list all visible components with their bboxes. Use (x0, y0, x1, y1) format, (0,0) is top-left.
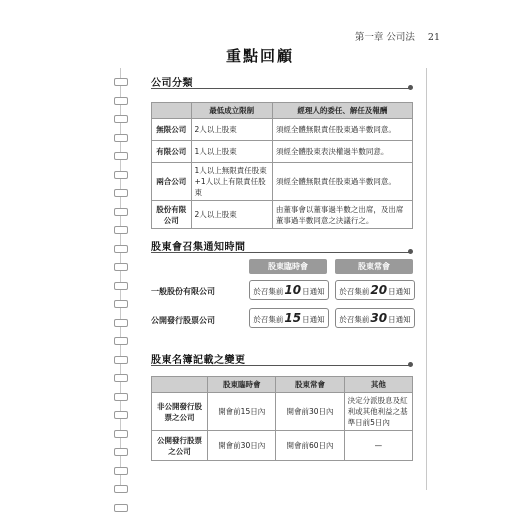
page-number: 21 (427, 32, 440, 43)
company-types-table (151, 102, 413, 229)
header-cell (152, 377, 208, 393)
notice-days: 30 (370, 311, 388, 325)
header-cell: 股東臨時會 (208, 377, 276, 393)
notice-days: 20 (370, 283, 388, 297)
table-row (152, 201, 413, 229)
header-cell: 其他 (344, 377, 412, 393)
running-header (355, 29, 440, 43)
binder-ring (114, 504, 128, 512)
table-cell: 開會前30日內 (208, 431, 276, 461)
notice-box (249, 280, 329, 300)
binder-ring (114, 189, 128, 197)
general-company-label: 一般股份有限公司 (151, 287, 215, 296)
section2-rule (151, 252, 409, 253)
header-cell: 經理人的委任、解任及報酬 (272, 103, 412, 119)
chapter-label: 第一章 公司法 (354, 32, 415, 43)
binder-ring (114, 171, 128, 179)
table-cell: — (344, 431, 412, 461)
section2-heading: 股東會召集通知時間 (151, 242, 246, 253)
row-label: 股份有限公司 (152, 201, 192, 229)
section3-rule (151, 365, 409, 366)
notice-suffix: 日通知 (302, 287, 325, 296)
section3-heading: 股東名簿記載之變更 (151, 355, 246, 366)
register-change-table (151, 376, 413, 461)
row-label: 有限公司 (152, 141, 192, 163)
notice-box (335, 308, 415, 328)
table-row (152, 393, 413, 431)
binder-ring (114, 97, 128, 105)
header-cell (152, 103, 192, 119)
section1-rule (151, 88, 409, 89)
binder-ring (114, 263, 128, 271)
binder-ring (114, 245, 128, 253)
row-label: 非公開發行股票之公司 (152, 393, 208, 431)
binder-ring (114, 411, 128, 419)
public-company-label: 公開發行股票公司 (151, 316, 215, 325)
table-cell: 須經全體無限責任股東過半數同意。 (272, 119, 412, 141)
page-title: 重點回顧 (225, 47, 294, 65)
binder-ring (114, 152, 128, 160)
table-cell: 2人以上股東 (191, 119, 272, 141)
table-cell: 須經全體無限責任股東過半數同意。 (272, 163, 412, 201)
binder-ring (114, 393, 128, 401)
table-cell: 決定分派股息及紅利或其他利益之基準日前5日內 (344, 393, 412, 431)
notice-box (335, 280, 415, 300)
notice-box (249, 308, 329, 328)
binder-ring (114, 430, 128, 438)
notice-prefix: 於召集前 (253, 315, 284, 324)
notice-days: 15 (284, 311, 302, 325)
table-header-row (152, 377, 413, 393)
row-label: 兩合公司 (152, 163, 192, 201)
table-cell: 開會前60日內 (276, 431, 344, 461)
notebook-card (120, 68, 427, 490)
binder-ring (114, 485, 128, 493)
binder-ring (114, 448, 128, 456)
table-cell: 開會前30日內 (276, 393, 344, 431)
section1-heading: 公司分類 (151, 78, 193, 89)
table-row (152, 119, 413, 141)
table-row (152, 141, 413, 163)
notice-suffix: 日通知 (302, 315, 325, 324)
binder-rings (114, 78, 128, 522)
binder-ring (114, 115, 128, 123)
table-header-row (152, 103, 413, 119)
binder-ring (114, 319, 128, 327)
table-row (152, 431, 413, 461)
binder-ring (114, 78, 128, 86)
notice-prefix: 於召集前 (253, 287, 284, 296)
table-cell: 開會前15日內 (208, 393, 276, 431)
binder-ring (114, 300, 128, 308)
table-cell: 由董事會以董事過半數之出席，及出席董事過半數同意之決議行之。 (272, 201, 412, 229)
extraordinary-meeting-header: 股東臨時會 (249, 259, 327, 274)
header-cell: 股東常會 (276, 377, 344, 393)
binder-ring (114, 226, 128, 234)
row-label: 公開發行股票之公司 (152, 431, 208, 461)
notice-prefix: 於召集前 (339, 315, 370, 324)
binder-ring (114, 282, 128, 290)
table-cell: 1人以上股東 (191, 141, 272, 163)
notice-suffix: 日通知 (388, 287, 411, 296)
notice-days: 10 (284, 283, 302, 297)
notice-prefix: 於召集前 (339, 287, 370, 296)
table-row (152, 163, 413, 201)
table-cell: 2人以上股東 (191, 201, 272, 229)
binder-ring (114, 337, 128, 345)
regular-meeting-header: 股東常會 (335, 259, 413, 274)
binder-ring (114, 356, 128, 364)
binder-ring (114, 374, 128, 382)
row-label: 無限公司 (152, 119, 192, 141)
binder-ring (114, 134, 128, 142)
notice-suffix: 日通知 (388, 315, 411, 324)
header-cell: 最低成立限制 (191, 103, 272, 119)
binder-ring (114, 467, 128, 475)
table-cell: 1人以上無限責任股東+1人以上有限責任股東 (191, 163, 272, 201)
table-cell: 須經全體股東表決權過半數同意。 (272, 141, 412, 163)
binder-ring (114, 208, 128, 216)
